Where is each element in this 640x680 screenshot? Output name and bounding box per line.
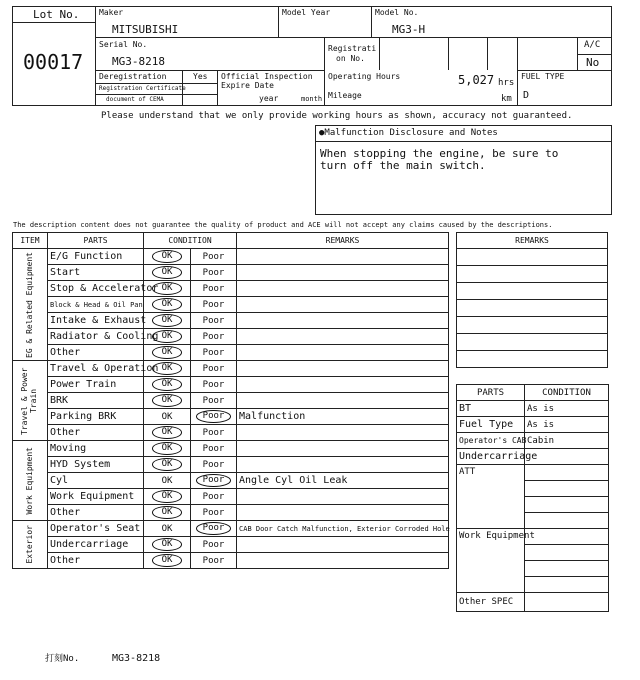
remarks-cell: Malfunction	[237, 409, 449, 425]
table-row	[13, 505, 449, 521]
condition-ok[interactable]	[144, 313, 191, 329]
deregistration-label: Deregistration	[99, 72, 167, 81]
condition-poor[interactable]	[191, 393, 237, 409]
stamp-no-value: MG3-8218	[112, 653, 161, 664]
table-row	[13, 425, 449, 441]
item-group-label: Travel & Power Train	[20, 366, 38, 435]
remarks-row	[457, 300, 608, 317]
hours-notice: Please understand that we only provide working hours as shown, accuracy not guaranteed.	[101, 111, 573, 121]
table-row	[13, 361, 449, 377]
part-name: Operator's Seat	[48, 521, 144, 537]
spec-other: Other SPEC	[457, 593, 525, 612]
condition-poor[interactable]	[191, 297, 237, 313]
part-name: HYD System	[48, 457, 144, 473]
table-row	[13, 489, 449, 505]
remarks-cell: CAB Door Catch Malfunction, Exterior Corroded Hole	[237, 521, 449, 537]
mileage-label: Mileage	[328, 91, 362, 100]
condition-ok[interactable]	[144, 553, 191, 569]
header-parts: PARTS	[48, 233, 144, 249]
condition-poor[interactable]	[191, 265, 237, 281]
condition-table	[12, 232, 449, 569]
condition-poor[interactable]	[191, 361, 237, 377]
item-group-label: EG & Related Equipment	[24, 251, 34, 358]
remarks-cell	[237, 393, 449, 409]
fuel-type-value: D	[523, 90, 530, 101]
serial-value: MG3-8218	[112, 55, 165, 68]
remarks-cell	[237, 249, 449, 265]
spec-part: Operator's CAB	[457, 433, 525, 449]
remarks-blank-cell	[457, 334, 608, 351]
spec-row	[457, 465, 609, 481]
part-name: Cyl	[48, 473, 144, 489]
condition-header-row	[13, 233, 449, 249]
item-group-label: Exterior	[24, 525, 34, 564]
condition-ok[interactable]	[144, 425, 191, 441]
maker-label: Maker	[99, 8, 124, 17]
poor-mark: Poor	[202, 283, 225, 294]
remarks-cell	[237, 425, 449, 441]
ok-mark: OK	[152, 314, 183, 327]
table-row	[13, 281, 449, 297]
remarks-cell	[237, 313, 449, 329]
ok-mark: OK	[152, 394, 183, 407]
condition-ok[interactable]	[144, 249, 191, 265]
spec-value: Cabin	[525, 433, 609, 449]
ok-mark: OK	[161, 523, 173, 534]
condition-poor[interactable]	[191, 409, 237, 425]
ac-label: A/C	[584, 40, 601, 50]
part-name: Other	[48, 345, 144, 361]
part-name: Moving	[48, 441, 144, 457]
condition-poor[interactable]	[191, 553, 237, 569]
table-row	[13, 393, 449, 409]
remarks-blank-cell	[457, 351, 608, 368]
condition-poor[interactable]	[191, 281, 237, 297]
header-item: ITEM	[13, 233, 48, 249]
spec-value	[525, 449, 609, 465]
table-row	[13, 553, 449, 569]
lot-label: Lot No.	[33, 8, 80, 21]
condition-ok[interactable]	[144, 393, 191, 409]
spec-blank-cell	[525, 577, 609, 593]
condition-poor[interactable]	[191, 457, 237, 473]
lot-number: 00017	[23, 50, 84, 74]
poor-mark: Poor	[202, 331, 225, 342]
condition-ok[interactable]	[144, 345, 191, 361]
remarks-cell	[237, 489, 449, 505]
spec-blank-cell	[525, 529, 609, 545]
spec-blank-cell	[525, 561, 609, 577]
remarks-row	[457, 334, 608, 351]
poor-mark: Poor	[202, 363, 225, 374]
ok-mark: OK	[161, 475, 173, 486]
part-name: Power Train	[48, 377, 144, 393]
remarks-cell	[237, 441, 449, 457]
ok-mark: OK	[152, 554, 183, 567]
spec-row	[457, 401, 609, 417]
malfunction-title: ●Malfunction Disclosure and Notes	[319, 128, 498, 138]
item-group	[13, 521, 48, 569]
operating-hours-value: 5,027	[458, 73, 495, 87]
inspection-label-1: Official Inspection	[221, 72, 313, 81]
poor-mark: Poor	[202, 459, 225, 470]
spec-part: BT	[457, 401, 525, 417]
operating-hours-label: Operating Hours	[328, 72, 401, 81]
stamp-no-label: 打刻No.	[45, 654, 80, 664]
reg-certificate-label: Registration Certificate	[99, 85, 186, 92]
spec-table	[456, 384, 609, 612]
part-name: Radiator & Cooling	[48, 329, 144, 345]
spec-row	[457, 433, 609, 449]
condition-ok[interactable]	[144, 409, 191, 425]
ok-mark: OK	[152, 378, 183, 391]
condition-poor[interactable]	[191, 345, 237, 361]
spec-row	[457, 449, 609, 465]
spec-header-condition: CONDITION	[525, 385, 609, 401]
spec-work-equipment: Work Equipment	[457, 529, 525, 593]
ok-mark: OK	[152, 538, 183, 551]
item-group	[13, 441, 48, 521]
remarks-cell: Angle Cyl Oil Leak	[237, 473, 449, 489]
part-name: Other	[48, 505, 144, 521]
remarks-cell	[237, 457, 449, 473]
malfunction-line-2: turn off the main switch.	[320, 159, 486, 172]
ac-value: No	[586, 56, 600, 69]
part-name: Block & Head & Oil Pan	[48, 297, 144, 313]
condition-poor[interactable]	[191, 521, 237, 537]
poor-mark: Poor	[202, 443, 225, 454]
part-name: Other	[48, 425, 144, 441]
cema-label: document of CEMA	[106, 96, 164, 103]
part-name: Intake & Exhaust	[48, 313, 144, 329]
hrs-label: hrs	[498, 78, 515, 88]
poor-mark: Poor	[202, 395, 225, 406]
ok-mark: OK	[152, 426, 183, 439]
poor-mark: Poor	[202, 379, 225, 390]
poor-mark: Poor	[202, 555, 225, 566]
remarks-cell	[237, 505, 449, 521]
item-group	[13, 361, 48, 441]
ok-mark: OK	[152, 282, 183, 295]
registration-label-2: on No.	[336, 54, 365, 63]
remarks-blank-cell	[457, 300, 608, 317]
part-name: Undercarriage	[48, 537, 144, 553]
condition-poor[interactable]	[191, 425, 237, 441]
remarks-row	[457, 249, 608, 266]
table-row	[13, 441, 449, 457]
item-group-label: Work Equipment	[24, 446, 34, 515]
ok-mark: OK	[152, 506, 183, 519]
part-name: Travel & Operation	[48, 361, 144, 377]
spec-blank-cell	[525, 481, 609, 497]
poor-mark: Poor	[202, 251, 225, 262]
table-row	[13, 313, 449, 329]
condition-ok[interactable]	[144, 537, 191, 553]
table-row	[13, 329, 449, 345]
ok-mark: OK	[152, 442, 183, 455]
header-remarks: REMARKS	[237, 233, 449, 249]
spec-header-row	[457, 385, 609, 401]
table-row	[13, 249, 449, 265]
condition-poor[interactable]	[191, 377, 237, 393]
item-group	[13, 249, 48, 361]
remarks-blank-cell	[457, 266, 608, 283]
spec-blank-cell	[525, 545, 609, 561]
fuel-type-label: FUEL TYPE	[521, 72, 565, 81]
ok-mark: OK	[152, 250, 183, 263]
maker-value: MITSUBISHI	[112, 23, 179, 36]
part-name: BRK	[48, 393, 144, 409]
ok-mark: OK	[161, 411, 173, 422]
table-row	[13, 521, 449, 537]
condition-poor[interactable]	[191, 489, 237, 505]
disclaimer: The description content does not guarantee the quality of product and ACE will not accept any claims caused by the descriptions.	[13, 221, 553, 229]
remarks-blank-cell	[457, 317, 608, 334]
table-row	[13, 377, 449, 393]
condition-poor[interactable]	[191, 329, 237, 345]
condition-ok[interactable]	[144, 265, 191, 281]
ok-mark: OK	[152, 362, 183, 375]
inspection-label-2: Expire Date	[221, 81, 274, 90]
poor-mark: Poor	[202, 507, 225, 518]
spec-header-parts: PARTS	[457, 385, 525, 401]
condition-poor[interactable]	[191, 505, 237, 521]
ok-mark: OK	[152, 490, 183, 503]
condition-ok[interactable]	[144, 297, 191, 313]
ok-mark: OK	[152, 266, 183, 279]
part-name: Stop & Accelerator	[48, 281, 144, 297]
part-name: E/G Function	[48, 249, 144, 265]
remarks-cell	[237, 377, 449, 393]
remarks-cell	[237, 361, 449, 377]
spec-row	[457, 529, 609, 545]
spec-value: As is	[525, 401, 609, 417]
condition-ok[interactable]	[144, 457, 191, 473]
poor-mark: Poor	[202, 539, 225, 550]
header-condition: CONDITION	[144, 233, 237, 249]
poor-mark: Poor	[202, 299, 225, 310]
part-name: Other	[48, 553, 144, 569]
remarks-cell	[237, 537, 449, 553]
remarks-cell	[237, 297, 449, 313]
ok-mark: OK	[152, 458, 183, 471]
ok-mark: OK	[152, 346, 183, 359]
table-row	[13, 297, 449, 313]
remarks-cell	[237, 553, 449, 569]
model-no-label: Model No.	[375, 8, 419, 17]
poor-mark: Poor	[202, 347, 225, 358]
registration-label-1: Registrati	[328, 44, 377, 53]
spec-blank-cell	[525, 465, 609, 481]
remarks-blank-cell	[457, 283, 608, 300]
malfunction-line-1: When stopping the engine, be sure to	[320, 147, 559, 160]
poor-mark: Poor	[202, 491, 225, 502]
spec-blank-cell	[525, 513, 609, 529]
right-remarks-table	[456, 232, 608, 368]
part-name: Work Equipment	[48, 489, 144, 505]
spec-row	[457, 417, 609, 433]
condition-poor[interactable]	[191, 249, 237, 265]
remarks-cell	[237, 281, 449, 297]
right-remarks-header: REMARKS	[457, 233, 608, 249]
table-row	[13, 457, 449, 473]
remarks-row	[457, 283, 608, 300]
spec-blank-cell	[525, 593, 609, 612]
table-row	[13, 537, 449, 553]
spec-value: As is	[525, 417, 609, 433]
deregistration-value: Yes	[193, 72, 208, 81]
condition-ok[interactable]	[144, 377, 191, 393]
part-name: Parking BRK	[48, 409, 144, 425]
poor-mark: Poor	[196, 410, 232, 423]
remarks-row	[457, 317, 608, 334]
month-label: month	[301, 95, 323, 103]
table-row	[13, 345, 449, 361]
ok-mark: OK	[152, 298, 183, 311]
model-year-label: Model Year	[282, 8, 331, 17]
spec-att: ATT	[457, 465, 525, 529]
condition-poor[interactable]	[191, 473, 237, 489]
poor-mark: Poor	[202, 427, 225, 438]
spec-part: Undercarriage	[457, 449, 525, 465]
remarks-row	[457, 266, 608, 283]
km-label: km	[501, 94, 512, 104]
condition-ok[interactable]	[144, 473, 191, 489]
remarks-cell	[237, 329, 449, 345]
spec-row	[457, 593, 609, 612]
serial-label: Serial No.	[99, 40, 148, 49]
remarks-cell	[237, 265, 449, 281]
table-row	[13, 473, 449, 489]
table-row	[13, 265, 449, 281]
condition-poor[interactable]	[191, 537, 237, 553]
poor-mark: Poor	[202, 315, 225, 326]
table-row	[13, 409, 449, 425]
year-label: year	[259, 94, 279, 103]
remarks-row	[457, 351, 608, 368]
part-name: Start	[48, 265, 144, 281]
spec-part: Fuel Type	[457, 417, 525, 433]
remarks-cell	[237, 345, 449, 361]
model-no-value: MG3-H	[392, 23, 426, 36]
condition-ok[interactable]	[144, 489, 191, 505]
spec-blank-cell	[525, 497, 609, 513]
condition-ok[interactable]	[144, 441, 191, 457]
condition-ok[interactable]	[144, 521, 191, 537]
remarks-blank-cell	[457, 249, 608, 266]
condition-poor[interactable]	[191, 441, 237, 457]
poor-mark: Poor	[196, 522, 232, 535]
condition-poor[interactable]	[191, 313, 237, 329]
ok-mark: OK	[152, 330, 183, 343]
poor-mark: Poor	[202, 267, 225, 278]
poor-mark: Poor	[196, 474, 232, 487]
condition-ok[interactable]	[144, 505, 191, 521]
